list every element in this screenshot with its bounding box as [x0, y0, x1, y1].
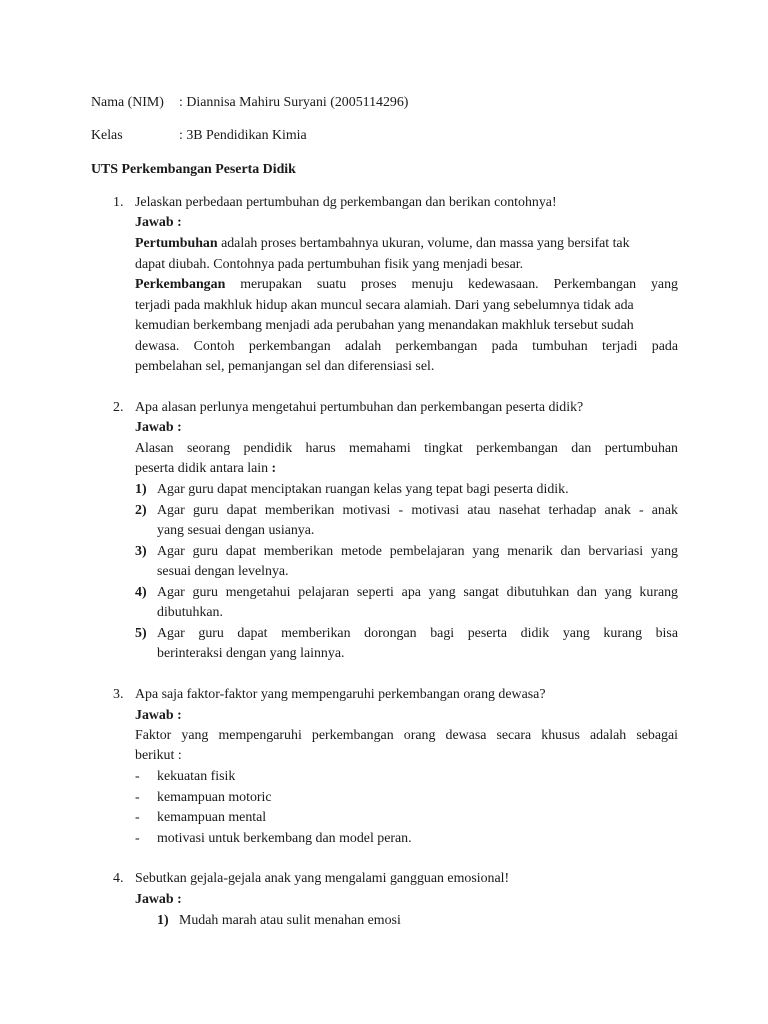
q1-question: Jelaskan perbedaan pertumbuhan dg perkembangan dan berikan contohnya! [135, 195, 557, 210]
q2-item-5-text-line-2: berinteraksi dengan yang lainnya. [157, 646, 345, 661]
q3-item-3-text: kemampuan mental [157, 810, 267, 825]
q2-item-3-text-line-1: Agar guru dapat memberikan metode pembelajaran yang menarik dan bervariasi yang [157, 544, 678, 559]
q1-term-pertumbuhan: Pertumbuhan [135, 236, 218, 251]
q2-intro-line-1: Alasan seorang pendidik harus memahami tingkat perkembangan dan pertumbuhan [135, 441, 678, 456]
q3-item-4-text: motivasi untuk berkembang dan model peran. [157, 831, 412, 846]
q3-intro-line-2: berikut : [135, 748, 182, 763]
q1-number: 1. [113, 195, 124, 210]
q1-term-perkembangan: Perkembangan [135, 277, 226, 292]
name-value: : Diannisa Mahiru Suryani (2005114296) [179, 95, 409, 110]
q4-number: 4. [113, 871, 124, 886]
q3-item-1-bullet: - [135, 769, 140, 784]
q2-item-1-number: 1) [135, 482, 147, 497]
q2-question: Apa alasan perlunya mengetahui pertumbuhan dan perkembangan peserta didik? [135, 400, 584, 415]
q1-paragraph-2-line-5: pembelahan sel, pemanjangan sel dan diferensiasi sel. [135, 359, 435, 374]
q2-item-3-text-line-2: sesuai dengan levelnya. [157, 564, 289, 579]
q1-paragraph-2-line-4: dewasa. Contoh perkembangan adalah perkembangan pada tumbuhan terjadi pada [135, 339, 678, 354]
q2-item-1-text: Agar guru dapat menciptakan ruangan kelas yang tepat bagi peserta didik. [157, 482, 569, 497]
q2-item-2-text-line-2: yang sesuai dengan usianya. [157, 523, 315, 538]
q3-item-2-text: kemampuan motoric [157, 790, 272, 805]
q3-number: 3. [113, 687, 124, 702]
q3-answer-label: Jawab : [135, 708, 182, 723]
class-label: Kelas [91, 128, 123, 143]
q2-intro-line-2: peserta didik antara lain : [135, 461, 277, 476]
q1-paragraph-1-line-2: dapat diubah. Contohnya pada pertumbuhan fisik yang menjadi besar. [135, 257, 524, 272]
q2-item-4-text-line-1: Agar guru mengetahui pelajaran seperti apa yang sangat dibutuhkan dan yang kurang [157, 585, 678, 600]
q3-item-3-bullet: - [135, 810, 140, 825]
q1-paragraph-2-line-1: Perkembangan merupakan suatu proses menuju kedewasaan. Perkembangan yang [135, 277, 678, 292]
class-value: : 3B Pendidikan Kimia [179, 128, 307, 143]
q2-number: 2. [113, 400, 124, 415]
q2-answer-label: Jawab : [135, 420, 182, 435]
q2-item-4-number: 4) [135, 585, 147, 600]
q2-item-3-number: 3) [135, 544, 147, 559]
q4-answer-label: Jawab : [135, 892, 182, 907]
q3-item-4-bullet: - [135, 831, 140, 846]
q1-paragraph-1-line-1: Pertumbuhan adalah proses bertambahnya ukuran, volume, dan massa yang bersifat tak [135, 236, 630, 251]
q2-item-5-text-line-1: Agar guru dapat memberikan dorongan bagi peserta didik yang kurang bisa [157, 626, 678, 641]
q3-item-2-bullet: - [135, 790, 140, 805]
q4-item-1-number: 1) [157, 913, 169, 928]
q2-item-4-text-line-2: dibutuhkan. [157, 605, 223, 620]
q1-paragraph-2-line-3: kemudian berkembang menjadi ada perubahan yang menandakan makhluk tersebut sudah [135, 318, 634, 333]
q2-item-2-text-line-1: Agar guru dapat memberikan motivasi - motivasi atau nasehat terhadap anak - anak [157, 503, 678, 518]
q3-question: Apa saja faktor-faktor yang mempengaruhi perkembangan orang dewasa? [135, 687, 546, 702]
q1-paragraph-2-line-2: terjadi pada makhluk hidup akan muncul secara alamiah. Dari yang sebelumnya tidak ada [135, 298, 634, 313]
q1-answer-label: Jawab : [135, 215, 182, 230]
name-label: Nama (NIM) [91, 95, 164, 110]
q3-intro-line-1: Faktor yang mempengaruhi perkembangan orang dewasa secara khusus adalah sebagai [135, 728, 678, 743]
q3-item-1-text: kekuatan fisik [157, 769, 236, 784]
q4-item-1-text: Mudah marah atau sulit menahan emosi [179, 913, 401, 928]
q4-question: Sebutkan gejala-gejala anak yang mengalami gangguan emosional! [135, 871, 510, 886]
q2-item-2-number: 2) [135, 503, 147, 518]
document-title: UTS Perkembangan Peserta Didik [91, 162, 296, 177]
q2-item-5-number: 5) [135, 626, 147, 641]
